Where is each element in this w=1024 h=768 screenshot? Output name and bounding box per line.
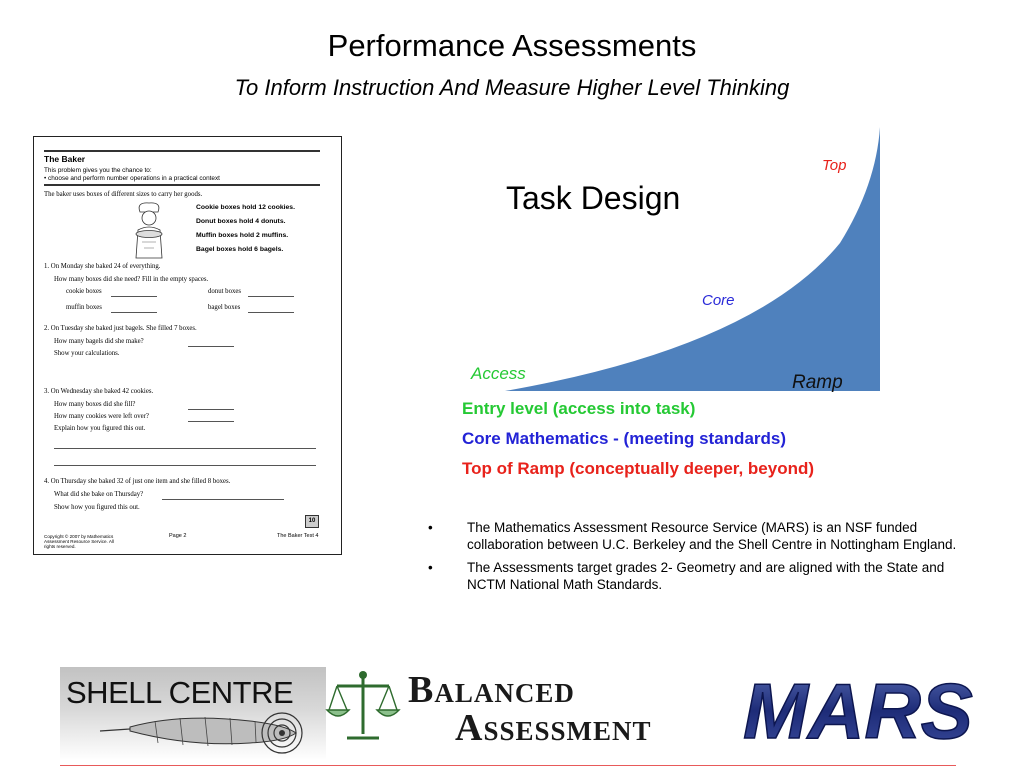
bullet-item	[428, 559, 958, 593]
answer-blank	[111, 296, 157, 297]
mars-logo	[743, 667, 973, 755]
answer-line	[54, 465, 316, 466]
ramp-heading: Task Design	[506, 180, 681, 216]
worksheet-q4-b: Show how you figured this out.	[54, 504, 140, 511]
worksheet-title: The Baker	[44, 154, 86, 164]
worksheet-intro-2: • choose and perform number operations in a practical context	[44, 175, 220, 182]
worksheet-fact: Muffin boxes hold 2 muffins.	[196, 232, 289, 239]
balanced-assessment-logo-line1: Balanced	[408, 669, 575, 711]
answer-blank	[188, 421, 234, 422]
worksheet-footer-test: The Baker Test 4	[277, 533, 319, 539]
worksheet-intro-1: This problem gives you the chance to:	[44, 167, 152, 174]
balanced-assessment-logo-line2: Assessment	[455, 707, 652, 749]
ramp-label-core: Core	[702, 292, 735, 309]
answer-line	[54, 448, 316, 449]
ramp-label-ramp: Ramp	[792, 372, 843, 393]
bullet-text: The Assessments target grades 2- Geometry and are aligned with the State and NCTM National Math Standards.	[467, 560, 945, 592]
bullet-text: The Mathematics Assessment Resource Service (MARS) is an NSF funded collaboration between U.C. Berkeley and the Shell Centre in Nottingham England.	[467, 520, 957, 552]
ramp-diagram	[470, 125, 880, 395]
worksheet-q3-a: How many boxes did she fill?	[54, 401, 136, 408]
bullet-icon: •	[428, 560, 433, 575]
answer-blank	[111, 312, 157, 313]
worksheet-q4-a: What did she bake on Thursday?	[54, 491, 144, 498]
worksheet-lead: The baker uses boxes of different sizes to carry her goods.	[44, 191, 203, 198]
worksheet-q2-b: Show your calculations.	[54, 350, 120, 357]
worksheet-fact: Cookie boxes hold 12 cookies.	[196, 204, 295, 211]
ramp-label-top: Top	[822, 157, 847, 174]
answer-blank	[248, 312, 294, 313]
worksheet-q1-donut: donut boxes	[208, 288, 242, 295]
worksheet-q1-ask: How many boxes did she need? Fill in the empty spaces.	[54, 276, 209, 283]
bullet-icon: •	[428, 520, 433, 535]
score-box: 10	[305, 515, 319, 528]
worksheet-q3-b: How many cookies were left over?	[54, 413, 149, 420]
worksheet-rule	[44, 184, 320, 186]
worksheet-copyright: Copyright © 2007 by Mathematics Assessment Resource Service. All rights reserved.	[44, 534, 114, 549]
baker-illustration	[126, 200, 172, 260]
worksheet-q3: 3. On Wednesday she baked 42 cookies.	[44, 388, 154, 395]
worksheet-q3-c: Explain how you figured this out.	[54, 425, 146, 432]
shell-centre-logo	[60, 667, 326, 760]
worksheet-q2: 2. On Tuesday she baked just bagels. She filled 7 boxes.	[44, 325, 197, 332]
worksheet-page-number: Page 2	[169, 533, 187, 539]
worksheet-q1-cookie: cookie boxes	[66, 288, 102, 295]
slide-title: Performance Assessments	[327, 28, 697, 63]
worksheet-thumbnail	[33, 136, 342, 555]
answer-blank	[188, 409, 234, 410]
footer-rule	[60, 765, 956, 766]
ramp-label-access: Access	[471, 364, 526, 383]
answer-blank	[188, 346, 234, 347]
legend-entry-level: Entry level (access into task)	[462, 399, 696, 418]
balance-scale-icon	[327, 668, 399, 744]
worksheet-q1: 1. On Monday she baked 24 of everything.	[44, 263, 161, 270]
bullet-item	[428, 519, 958, 553]
shell-icon	[60, 667, 326, 760]
worksheet-q2-a: How many bagels did she make?	[54, 338, 144, 345]
answer-blank	[162, 499, 284, 500]
slide-subtitle: To Inform Instruction And Measure Higher Level Thinking	[234, 75, 790, 100]
worksheet-q4: 4. On Thursday she baked 32 of just one item and she filled 8 boxes.	[44, 478, 231, 485]
worksheet-rule	[44, 150, 320, 152]
worksheet-q1-bagel: bagel boxes	[208, 304, 241, 311]
legend-core-mathematics: Core Mathematics - (meeting standards)	[462, 429, 787, 448]
bullet-list	[428, 519, 958, 599]
worksheet-fact: Donut boxes hold 4 donuts.	[196, 218, 286, 225]
answer-blank	[248, 296, 294, 297]
worksheet-q1-muffin: muffin boxes	[66, 304, 102, 311]
legend-top-of-ramp: Top of Ramp (conceptually deeper, beyond)	[462, 459, 815, 478]
mars-logo-text: MARS	[743, 667, 973, 755]
worksheet-fact: Bagel boxes hold 6 bagels.	[196, 246, 284, 253]
shell-centre-logo-text: SHELL CENTRE	[66, 675, 294, 710]
